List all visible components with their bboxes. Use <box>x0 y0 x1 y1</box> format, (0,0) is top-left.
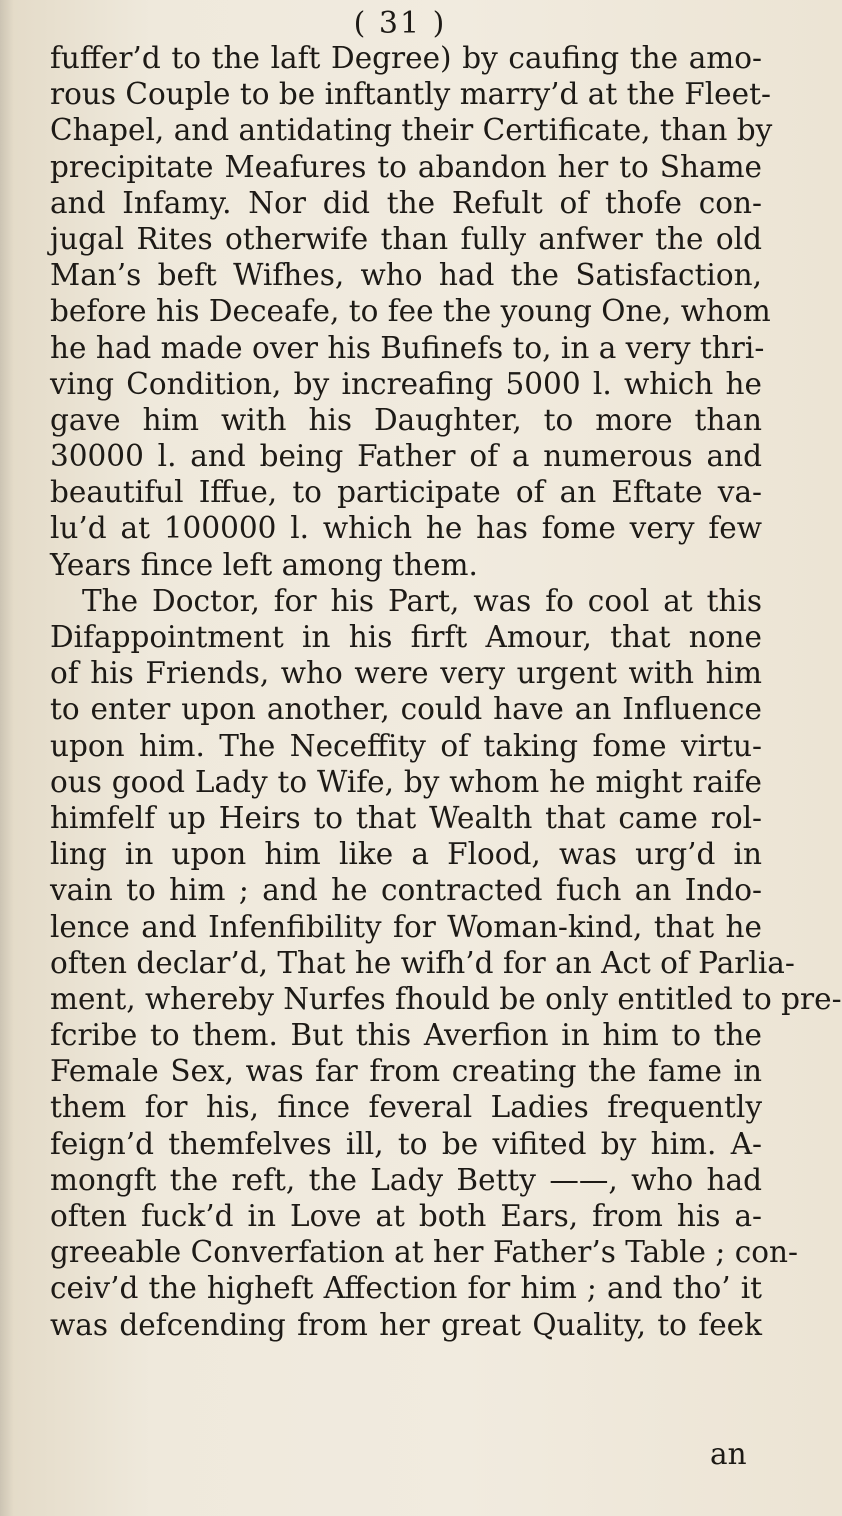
text-line: Years fince left among them. <box>50 547 478 582</box>
text-line: Female Sex, was far from creating the fame in <box>50 1054 762 1089</box>
text-line: upon him. The Neceffity of taking fome virtu- <box>50 728 762 763</box>
text-line: he had made over his Bufinefs to, in a very thri- <box>50 330 765 365</box>
text-line: to enter upon another, could have an Influence <box>50 692 762 727</box>
body-text <box>50 40 842 1343</box>
text-line: ceiv’d the higheft Affection for him ; and tho’ it <box>50 1271 762 1306</box>
text-line: was defcending from her great Quality, to feek <box>50 1307 762 1342</box>
page-gutter-shadow <box>0 0 14 1516</box>
text-line: vain to him ; and he contracted fuch an Indo- <box>50 873 762 908</box>
text-line: ling in upon him like a Flood, was urg’d in <box>50 837 762 872</box>
text-line: before his Deceafe, to fee the young One, whom <box>50 294 771 329</box>
text-line: lu’d at 100000 l. which he has fome very few <box>50 511 762 546</box>
text-line: 30000 l. and being Father of a numerous and <box>50 439 762 474</box>
text-line: rous Couple to be inftantly marry’d at the Fleet- <box>50 77 771 112</box>
text-line: ving Condition, by increafing 5000 l. which he <box>50 366 762 401</box>
text-line: himfelf up Heirs to that Wealth that came rol- <box>50 800 762 835</box>
text-line: fuffer’d to the laft Degree) by caufing the amo- <box>50 41 762 75</box>
text-line: often fuck’d in Love at both Ears, from his a- <box>50 1199 762 1233</box>
text-line: precipitate Meafures to abandon her to Shame <box>50 149 762 184</box>
text-line: ous good Lady to Wife, by whom he might raife <box>50 764 762 799</box>
text-line: gave him with his Daughter, to more than <box>50 402 762 437</box>
text-line: greeable Converfation at her Father’s Table ; con- <box>50 1235 798 1270</box>
text-line: jugal Rites otherwife than fully anfwer the old <box>50 221 762 256</box>
paragraph-start-line: The Doctor, for his Part, was fo cool at this <box>82 583 762 618</box>
text-line: Chapel, and antidating their Certificate, than by <box>50 113 773 148</box>
text-line: of his Friends, who were very urgent with him <box>50 656 762 691</box>
text-line: Man’s beft Wifhes, who had the Satisfaction, <box>50 258 762 293</box>
page-number: ( 31 ) <box>353 6 447 41</box>
text-line: and Infamy. Nor did the Refult of thofe con- <box>50 185 762 220</box>
text-line: often declar’d, That he wifh’d for an Act of Parlia- <box>50 945 795 980</box>
text-line: mongft the reft, the Lady Betty ——, who had <box>50 1162 762 1197</box>
text-line: Difappointment in his firft Amour, that none <box>50 620 762 654</box>
text-line: lence and Infenfibility for Woman-kind, that he <box>50 909 762 944</box>
text-line: them for his, fince feveral Ladies frequently <box>50 1090 762 1125</box>
text-line: ment, whereby Nurfes fhould be only entitled to pre- <box>50 981 842 1016</box>
text-line: feign’d themfelves ill, to be vifited by him. A- <box>50 1126 762 1161</box>
catchword: an <box>710 1437 747 1471</box>
text-line: fcribe to them. But this Averfion in him to the <box>50 1018 762 1053</box>
text-line: beautiful Iffue, to participate of an Eftate va- <box>50 475 762 510</box>
